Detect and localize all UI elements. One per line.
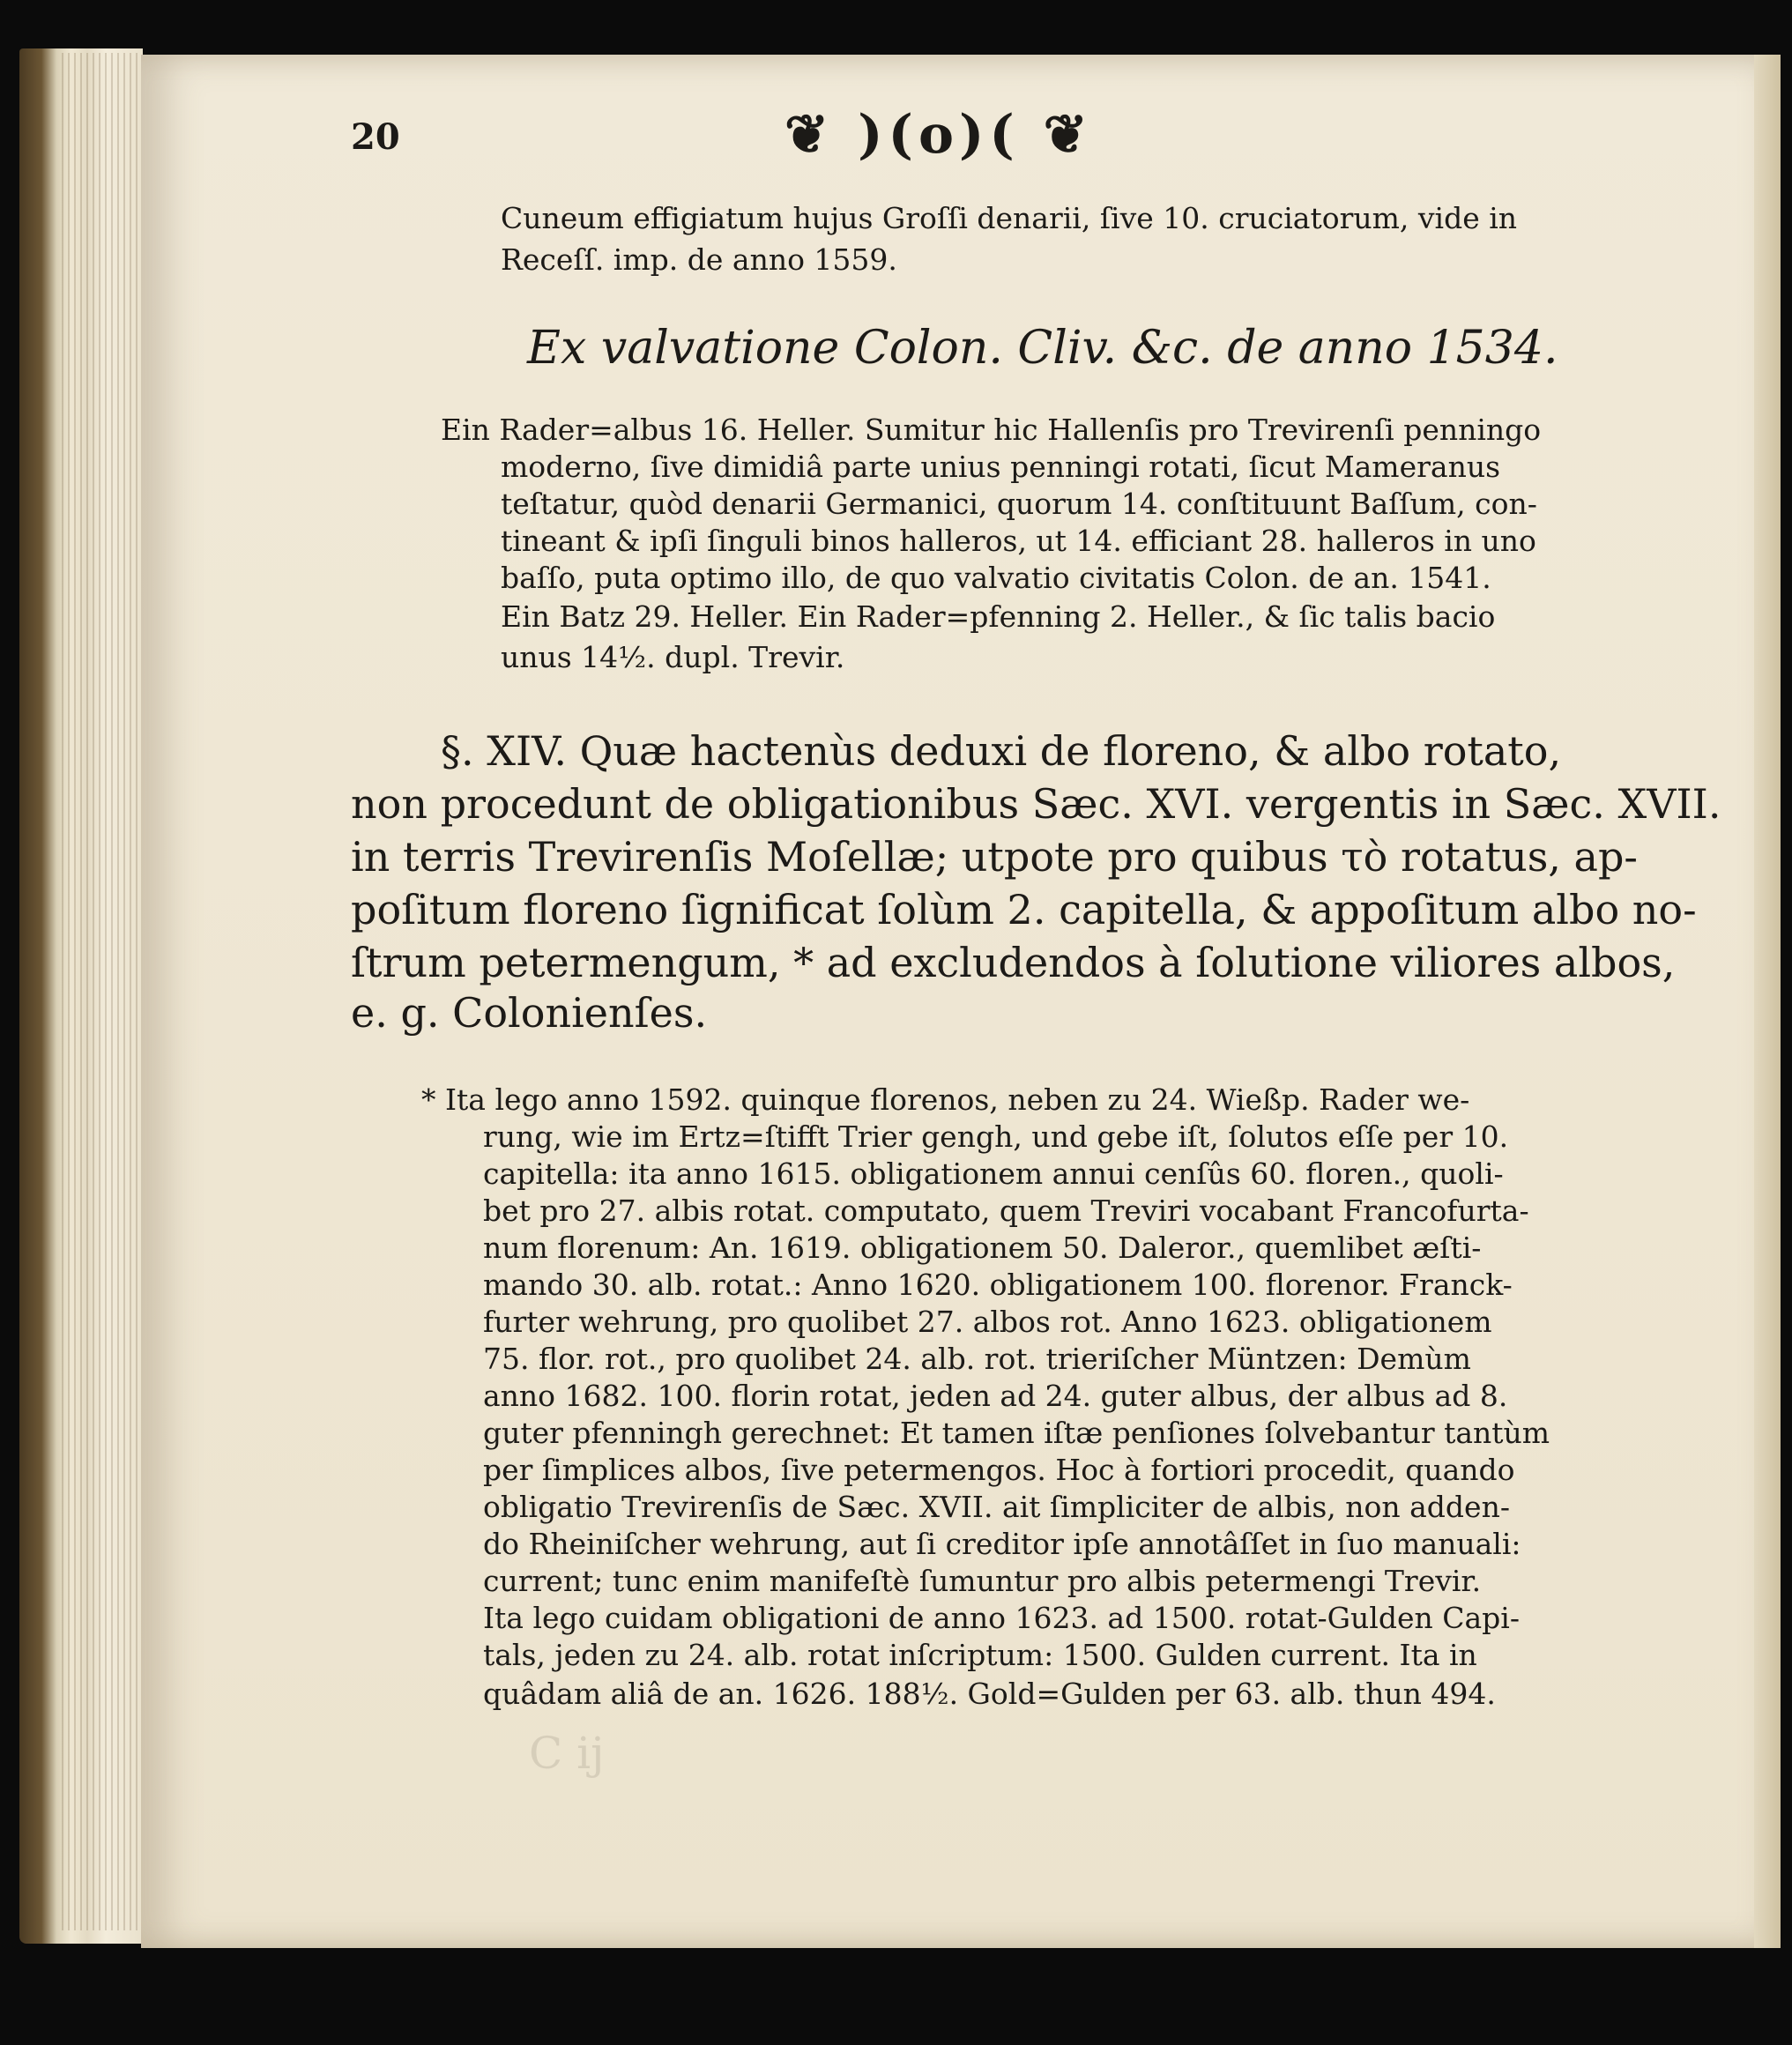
footnote-line: furter wehrung, pro quolibet 27. albos rot. Anno 1623. obligationem [483,1305,1492,1339]
valuation-line: moderno, ſive dimidiâ parte unius penningi rotati, ſicut Mameranus [501,450,1501,484]
valuation-line: Ein Rader=albus 16. Heller. Sumitur hic Hallenſis pro Trevirenſi penningo [441,413,1542,447]
footnote-line: guter pfenningh gerechnet: Et tamen iſtæ penſiones ſolvebantur tantùm [483,1416,1550,1450]
top-note-line: Receſſ. imp. de anno 1559. [501,242,897,277]
footnote-line: * Ita lego anno 1592. quinque florenos, neben zu 24. Wießp. Rader we- [421,1082,1470,1117]
header-ornament: ❦ )(o)( ❦ [784,104,1093,166]
valuation-line: unus 14½. dupl. Trevir. [501,640,845,674]
footnote-line: obligatio Trevirenſis de Sæc. XVII. ait ſimpliciter de albis, non adden- [483,1490,1510,1524]
valuation-line: Ein Batz 29. Heller. Ein Rader=pfenning 2. Heller., & ſic talis bacio [501,599,1496,634]
footnote-line: 75. flor. rot., pro quolibet 24. alb. rot. trieriſcher Müntzen: Demùm [483,1342,1471,1376]
valuation-line: teſtatur, quòd denarii Germanici, quorum 14. conſtituunt Baſſum, con- [501,487,1537,521]
footnote-line: do Rheiniſcher wehrung, aut ſi creditor ipſe annotâſſet in ſuo manuali: [483,1527,1521,1561]
footnote-line: num florenum: An. 1619. obligationem 50. Daleror., quemlibet æſti- [483,1231,1482,1265]
footnote-line: current; tunc enim manifeſtè ſumuntur pro albis petermengi Trevir. [483,1564,1482,1598]
section-heading: Ex valvatione Colon. Cliv. &c. de anno 1534. [527,322,1558,375]
footnote-line: mando 30. alb. rotat.: Anno 1620. obligationem 100. florenor. Franck- [483,1268,1513,1302]
footnote-line: Ita lego cuidam obligationi de anno 1623. ad 1500. rotat-Gulden Capi- [483,1601,1520,1635]
section-line: poſitum floreno ſignificat ſolùm 2. capitella, & appoſitum albo no- [351,886,1697,933]
footnote-line: per ſimplices albos, ſive petermengos. Hoc à fortiori procedit, quando [483,1453,1515,1487]
valuation-line: tineant & ipſi ſinguli binos halleros, ut 14. efficiant 28. halleros in uno [501,524,1536,558]
section-line: e. g. Colonienſes. [351,989,708,1037]
page-number: 20 [351,116,400,158]
section-line: §. XIV. Quæ hactenùs deduxi de floreno, & albo rotato, [441,727,1562,775]
footnote-line: capitella: ita anno 1615. obligationem annui cenſûs 60. floren., quoli- [483,1156,1504,1191]
valuation-line: baſſo, puta optimo illo, de quo valvatio civitatis Colon. de an. 1541. [501,561,1491,595]
footnote-line: quâdam aliâ de an. 1626. 188½. Gold=Gulden per 63. alb. thun 494. [483,1677,1496,1711]
section-line: non procedunt de obligationibus Sæc. XVI. vergentis in Sæc. XVII. [351,780,1721,828]
footnote-line: rung, wie im Ertz=ſtifft Trier gengh, und gebe iſt, ſolutos eſſe per 10. [483,1119,1509,1154]
footnote-line: tals, jeden zu 24. alb. rotat inſcriptum: 1500. Gulden current. Ita in [483,1638,1477,1672]
footnote-line: anno 1682. 100. florin rotat, jeden ad 24. guter albus, der albus ad 8. [483,1379,1508,1413]
top-note-line: Cuneum effigiatum hujus Groſſi denarii, ſive 10. cruciatorum, vide in [501,201,1518,235]
section-line: ſtrum petermengum, * ad excludendos à ſolutione viliores albos, [351,939,1676,986]
section-line: in terris Trevirenſis Moſellæ; utpote pro quibus τὸ rotatus, ap- [351,833,1638,881]
bleed-through-catchword: C ij [529,1728,605,1779]
page-right-edge [1754,55,1781,1948]
page-stack-lines [62,53,141,1930]
footnote-line: bet pro 27. albis rotat. computato, quem Treviri vocabant Francofurta- [483,1194,1529,1228]
